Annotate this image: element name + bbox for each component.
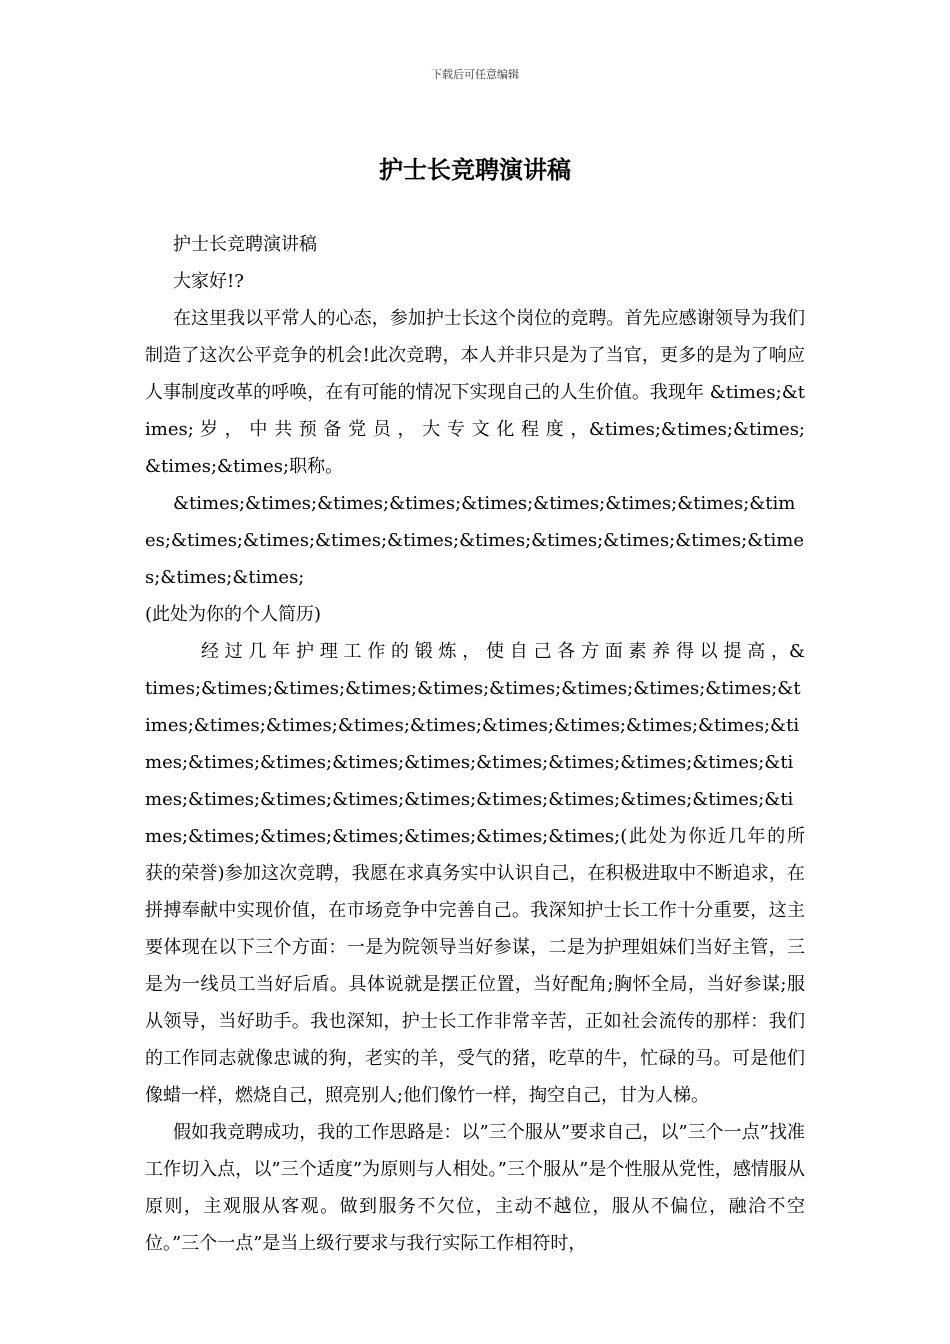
paragraph-greeting: 大家好!? (173, 271, 244, 292)
document-body (145, 226, 805, 1262)
paragraph-intro: 在这里我以平常人的心态，参加护士长这个岗位的竞聘。首先应感谢领导为我们制造了这次公平竞争的机会!此次竞聘，本人并非只是为了当官，更多的是为了响应人事制度改革的呼唤，在有可能的情况下实现自己的人生价值。我现年 &times;&times; 岁 ， 中 共 预 备 党 员 ， 大 专 文 化 程 度 ，&times;&times;&times;&times;&times;职称。 (145, 308, 805, 477)
paragraph-subtitle: 护士长竞聘演讲稿 (173, 234, 317, 255)
paragraph-resume-note: (此处为你的个人简历) (145, 604, 322, 625)
paragraph-resume-placeholder: &times;&times;&times;&times;&times;&times;&times;&times;&times;&times;&times;&times;&times;&times;&times;&times;&times;&times;&times;&times; (145, 493, 804, 588)
paragraph-experience: 经 过 几 年 护 理 工 作 的 锻 炼 ， 使 自 己 各 方 面 素 养 得 以 提 高 ，&times;&times;&times;&times;&times;&times;&times;&times;&times;&times;&times;&times;&times;&times;&times;&times;&times;&times;&times;&times;&times;&times;&times;&times;&times;&times;&times;&times;&times;&times;&times;&times;&times;&times;&times;&times;&times;&times;&times;&times;&times;&times;&times;(此处为你近几年的所获的荣誉)参加这次竞聘，我愿在求真务实中认识自己，在积极进取中不断追求，在拼搏奉献中实现价值，在市场竞争中完善自己。我深知护士长工作十分重要，这主要体现在以下三个方面：一是为院领导当好参谋，二是为护理姐妹们当好主管，三是为一线员工当好后盾。具体说就是摆正位置，当好配角;胸怀全局，当好参谋;服从领导，当好助手。我也深知，护士长工作非常辛苦，正如社会流传的那样：我们的工作同志就像忠诚的狗，老实的羊，受气的猪，吃草的牛，忙碌的马。可是他们像蜡一样，燃烧自己，照亮别人;他们像竹一样，掏空自己，甘为人梯。 (145, 641, 805, 1106)
header-note: 下载后可任意编辑 (431, 68, 519, 81)
paragraph-work-plan: 假如我竞聘成功，我的工作思路是：以”三个服从”要求自己，以”三个一点”找准工作切入点，以”三个适度”为原则与人相处。”三个服从”是个性服从党性，感情服从原则，主观服从客观。做到服务不欠位，主动不越位，服从不偏位，融洽不空位。”三个一点”是当上级行要求与我行实际工作相符时， (145, 1122, 805, 1254)
document-title: 护士长竞聘演讲稿 (379, 156, 571, 184)
